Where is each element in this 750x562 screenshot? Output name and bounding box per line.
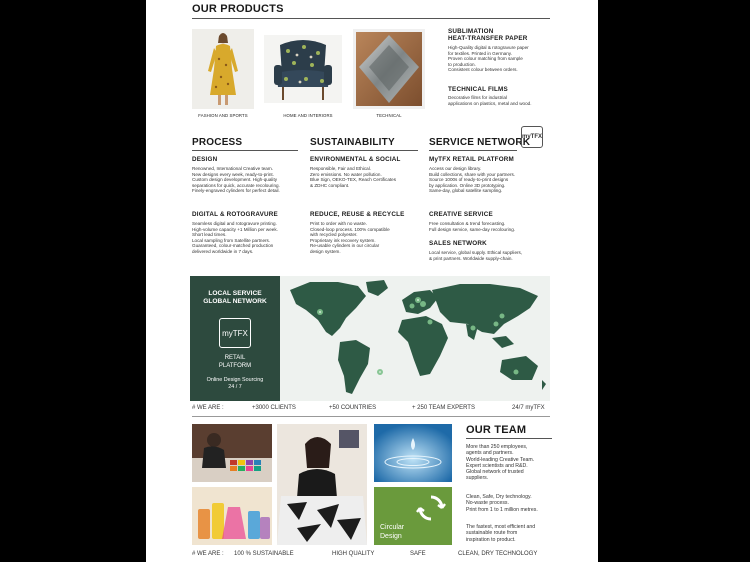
brochure-page <box>146 0 598 562</box>
caption-fashion: FASHION AND SPORTS <box>198 113 248 118</box>
stats-experts: + 250 TEAM EXPERTS <box>412 405 475 411</box>
films-text: Decorative films for industrial applications on plastics, metal and wood. <box>448 95 532 106</box>
stats-rule <box>192 416 550 417</box>
film-photo <box>353 29 425 109</box>
bottom-high-quality: HIGH QUALITY <box>332 551 375 557</box>
online-sourcing-label: Online Design Sourcing 24 / 7 <box>206 377 264 390</box>
team-text-2: Clean, Safe, Dry technology. No-waste process. Print from 1 to 1 million metres. <box>466 494 538 513</box>
films-title: TECHNICAL FILMS <box>448 86 508 93</box>
creative-title: CREATIVE SERVICE <box>429 211 493 218</box>
sustainability-rule <box>310 150 418 151</box>
designer-photo <box>192 424 272 482</box>
world-map <box>280 276 550 401</box>
caption-technical: TECHNICAL <box>376 113 402 118</box>
water-photo <box>374 424 452 482</box>
recycle-icon <box>416 493 446 523</box>
retail-title: MyTFX RETAIL PLATFORM <box>429 156 515 163</box>
stats-mytfx: 24/7 myTFX <box>512 405 545 411</box>
team-text-1: More than 250 employees, agents and partners. World-leading Creative Team. Expert scientists and R&D. Global network of trusted suppliers. <box>466 444 535 482</box>
design-text: Renowned, International Creative team. New designs every week, ready-to-print. Custom design development. High-quality separations for quick, accurate recolouring. Finely-engraved cylinders for perfect detail. <box>192 166 280 194</box>
process-title: PROCESS <box>192 137 243 148</box>
network-panel <box>190 276 280 401</box>
service-rule <box>429 150 517 151</box>
bottom-safe: SAFE <box>410 551 426 557</box>
creative-text: Free consultation & trend forecasting. Full design service, same-day recolouring. <box>429 221 516 232</box>
stats-clients: +3000 CLIENTS <box>252 405 296 411</box>
sublimation-title: SUBLIMATION HEAT-TRANSFER PAPER <box>448 28 528 43</box>
env-text: Responsible, Fair and Ethical. Zero emissions. No water pollution. Blue Sign, OEKO-TEX, Reach Certificates & ZDHC compliant. <box>310 166 397 188</box>
env-title: ENVIRONMENTAL & SOCIAL <box>310 156 401 163</box>
team-title: OUR TEAM <box>466 424 527 436</box>
sales-text: Local service, global supply. Ethical suppliers, & print partners. Worldwide supply-chain. <box>429 250 523 261</box>
stats-we-are: # WE ARE : <box>192 405 224 411</box>
reduce-title: REDUCE, REUSE & RECYCLE <box>310 211 405 218</box>
sublimation-text: High-Quality digital & rotogravure paper for textiles. Printed in Germany. Proven colour matching from sample to production. Consistent colour between orders. <box>448 45 529 73</box>
process-rule <box>192 150 298 151</box>
bottom-we-are: # WE ARE : <box>192 551 224 557</box>
reduce-text: Print to order with no waste. Closed-loop process. 100% compatible with recycled polyester. Proprietary ink recovery system. Re-usable cylinders in our circular design system. <box>310 221 390 254</box>
sales-title: SALES NETWORK <box>429 240 487 247</box>
fashion-photo <box>192 29 254 109</box>
stats-countries: +50 COUNTRIES <box>329 405 377 411</box>
team-rule <box>466 438 552 439</box>
digital-text: Seamless digital and rotogravure printing. High-volume capacity +1 Million per week. Short lead times. Local sampling from Satellite partners. Guaranteed, colour-matched production delivered worldwide in 7 days. <box>192 221 278 254</box>
team-woman-photo <box>277 424 367 545</box>
sustainability-title: SUSTAINABILITY <box>310 137 395 148</box>
bottom-sustainable: 100 % SUSTAINABLE <box>234 551 294 557</box>
products-title: OUR PRODUCTS <box>192 3 284 15</box>
bottom-clean-dry: CLEAN, DRY TECHNOLOGY <box>458 551 538 557</box>
service-title: SERVICE NETWORK <box>429 137 531 148</box>
retail-text: Access our design library. Build collections, share with your partners. Source 1000s of ready-to-print designs by application. Online 3D prototyping. Same-day, global satellite sampling. <box>429 166 516 194</box>
caption-home: HOME AND INTERIORS <box>283 113 333 118</box>
network-heading: LOCAL SERVICE GLOBAL NETWORK <box>203 290 267 305</box>
retail-platform-label: RETAIL PLATFORM <box>218 355 252 369</box>
team-text-3: The fastest, most efficient and sustainable route from inspiration to product. <box>466 524 536 543</box>
products-rule <box>192 18 550 19</box>
mytfx-logo-large: myTFX <box>219 318 251 348</box>
circular-design-tile <box>374 487 452 545</box>
mytfx-logo-small: myTFX <box>521 126 543 148</box>
circular-design-label: Circular Design <box>380 524 405 540</box>
lab-photo <box>192 487 272 545</box>
digital-title: DIGITAL & ROTOGRAVURE <box>192 211 278 218</box>
chair-photo <box>264 35 342 103</box>
design-title: DESIGN <box>192 156 218 163</box>
